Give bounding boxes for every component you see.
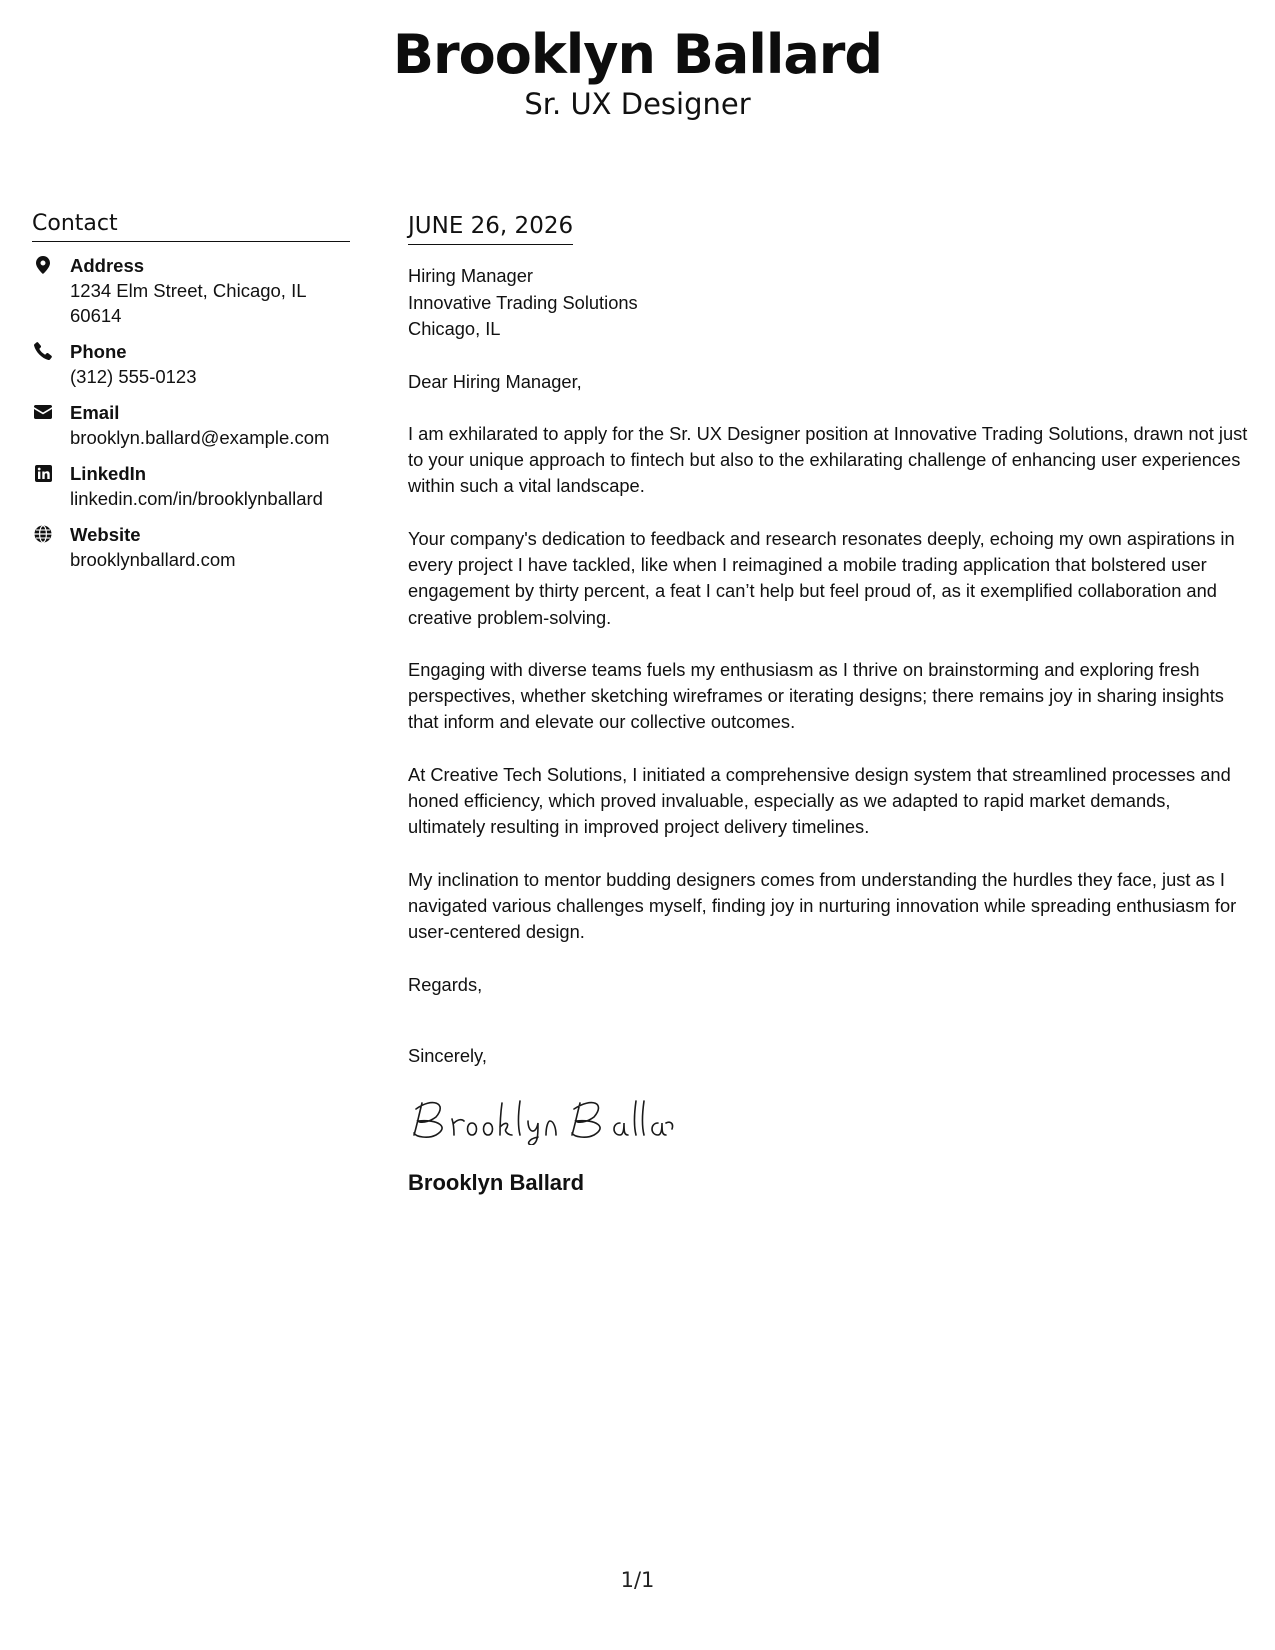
letter-paragraph: At Creative Tech Solutions, I initiated a comprehensive design system that streamlined processes and honed efficiency, which proved invaluable, especially as we adapted to rapid market demands, ultimately resulting in improved project delivery timelines.	[408, 763, 1231, 838]
signer-name: Brooklyn Ballard	[408, 1170, 585, 1196]
contact-item-phone	[32, 340, 350, 389]
email-value: brooklyn.ballard@example.com	[70, 427, 330, 448]
email-label: Email	[70, 402, 120, 423]
salutation: Dear Hiring Manager,	[408, 370, 582, 392]
recipient-line: Innovative Trading Solutions	[408, 291, 638, 313]
applicant-name: Brooklyn Ballard	[392, 23, 883, 86]
contact-section-title: Contact	[32, 210, 350, 242]
letter-paragraph: Engaging with diverse teams fuels my enthusiasm as I thrive on brainstorming and exploring fresh perspectives, whether sketching wireframes or iterating designs; there remains joy in sharing insights that inform and elevate our collective outcomes.	[408, 658, 1224, 733]
handwritten-signature	[408, 1089, 678, 1145]
linkedin-label: LinkedIn	[70, 463, 147, 484]
website-label: Website	[70, 524, 141, 545]
letter-date: JUNE 26, 2026	[408, 210, 573, 245]
letter-paragraph: My inclination to mentor budding designers comes from understanding the hurdles they face, just as I navigated various challenges myself, finding joy in nurturing innovation while spreading enthusiasm for user-centered design.	[408, 868, 1237, 943]
applicant-title: Sr. UX Designer	[524, 87, 751, 121]
contact-sidebar	[32, 210, 350, 584]
closing-line: Sincerely,	[408, 1044, 487, 1066]
map-pin-icon	[34, 256, 52, 274]
linkedin-icon	[34, 464, 52, 482]
page-number: 1/1	[620, 1568, 655, 1592]
website-value: brooklynballard.com	[70, 549, 236, 570]
phone-label: Phone	[70, 341, 127, 362]
recipient-line: Chicago, IL	[408, 318, 501, 339]
contact-item-address	[32, 254, 350, 328]
phone-icon	[34, 342, 52, 360]
phone-value: (312) 555-0123	[70, 366, 197, 387]
letter-paragraph: Your company's dedication to feedback and research resonates deeply, echoing my own aspirations in every project I have tackled, like when I reimagined a mobile trading application that bolstered user engagement by thirty percent, a feat I can’t help but feel proud of, as it exemplified collaboration and creative problem-solving.	[408, 527, 1235, 628]
globe-icon	[34, 525, 52, 543]
recipient-block	[408, 263, 1250, 343]
contact-item-linkedin	[32, 462, 350, 511]
envelope-icon	[34, 403, 52, 421]
cover-letter-body	[408, 210, 1250, 1197]
contact-item-website	[32, 523, 350, 572]
letter-paragraph: I am exhilarated to apply for the Sr. UX Designer position at Innovative Trading Solutions, drawn not just to your unique approach to fintech but also to the exhilarating challenge of enhancing user experiences within such a vital landscape.	[408, 422, 1248, 497]
recipient-line: Hiring Manager	[408, 265, 533, 286]
address-value: 1234 Elm Street, Chicago, IL 60614	[70, 280, 306, 326]
linkedin-value: linkedin.com/in/brooklynballard	[70, 488, 323, 509]
resume-header	[0, 22, 1275, 122]
address-label: Address	[70, 255, 145, 276]
contact-item-email	[32, 401, 350, 450]
regards-line: Regards,	[408, 973, 483, 995]
